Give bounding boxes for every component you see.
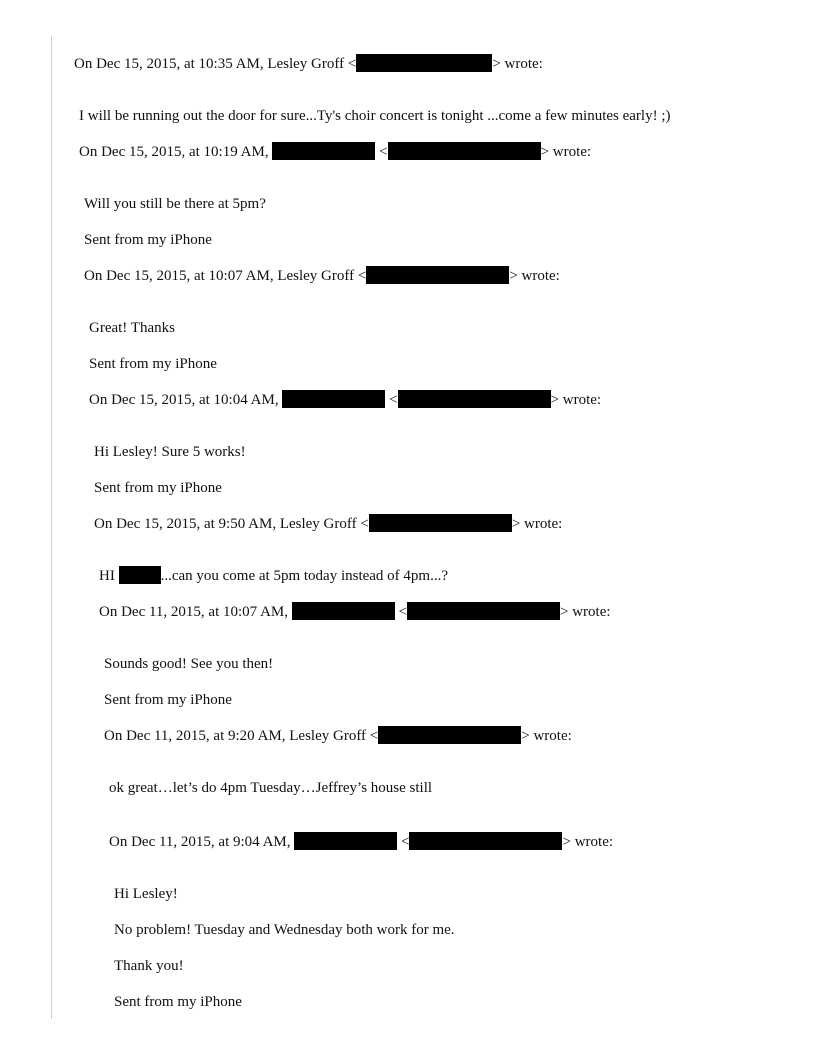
message-text: Hi Lesley! <box>114 886 178 902</box>
message-body: ...can you come at 5pm today instead of 4pm...? <box>160 568 449 584</box>
header-text: On Dec 15, 2015, at 9:50 AM, Lesley Groff < <box>94 516 369 532</box>
reply-header <box>84 266 560 286</box>
header-suffix: > wrote: <box>540 144 592 160</box>
header-text: On Dec 15, 2015, at 10:19 AM, <box>79 144 273 160</box>
redacted-name <box>282 390 385 408</box>
message-text: Sounds good! See you then! <box>104 656 274 672</box>
redacted-email <box>409 832 562 850</box>
reply-header <box>79 142 591 162</box>
redacted-email <box>369 514 512 532</box>
signature: Sent from my iPhone <box>84 232 212 248</box>
message-text: Thank you! <box>114 958 184 974</box>
header-suffix: > wrote: <box>550 392 602 408</box>
message-text: No problem! Tuesday and Wednesday both work for me. <box>114 922 455 938</box>
header-text: On Dec 11, 2015, at 9:04 AM, <box>109 834 295 850</box>
header-suffix: > wrote: <box>562 834 614 850</box>
header-text: On Dec 15, 2015, at 10:07 AM, Lesley Groff < <box>84 268 367 284</box>
message-text: Hi Lesley! Sure 5 works! <box>94 444 246 460</box>
header-bracket: < <box>379 144 388 160</box>
reply-header <box>109 832 613 852</box>
signature: Sent from my iPhone <box>89 356 217 372</box>
redacted-email <box>388 142 541 160</box>
reply-header <box>94 514 562 534</box>
header-suffix: > wrote: <box>559 604 611 620</box>
header-text: On Dec 11, 2015, at 10:07 AM, <box>99 604 292 620</box>
message-text <box>99 566 448 586</box>
header-suffix: > wrote: <box>492 56 543 72</box>
header-suffix: > wrote: <box>521 728 572 744</box>
header-text: On Dec 15, 2015, at 10:35 AM, Lesley Groff < <box>74 56 357 72</box>
header-suffix: > wrote: <box>509 268 560 284</box>
header-bracket: < <box>398 604 407 620</box>
redacted-email <box>407 602 560 620</box>
signature: Sent from my iPhone <box>94 480 222 496</box>
message-text: I will be running out the door for sure...Ty's choir concert is tonight ...come a few minutes early! ;) <box>79 108 671 124</box>
header-text: On Dec 11, 2015, at 9:20 AM, Lesley Groff < <box>104 728 379 744</box>
reply-header <box>89 390 601 410</box>
header-bracket: < <box>389 392 398 408</box>
redacted-email <box>366 266 509 284</box>
signature: Sent from my iPhone <box>104 692 232 708</box>
message-text: Will you still be there at 5pm? <box>84 196 266 212</box>
message-text: Great! Thanks <box>89 320 175 336</box>
quote-rule <box>51 36 52 1019</box>
header-bracket: < <box>401 834 410 850</box>
redacted-email <box>378 726 521 744</box>
redacted-name <box>292 602 395 620</box>
reply-header <box>104 726 572 746</box>
redacted-name <box>272 142 375 160</box>
redacted-name <box>119 566 161 584</box>
header-text: On Dec 15, 2015, at 10:04 AM, <box>89 392 283 408</box>
message-text: ok great…let’s do 4pm Tuesday…Jeffrey’s house still <box>109 780 433 796</box>
redacted-email <box>356 54 492 72</box>
reply-header <box>74 54 543 74</box>
redacted-email <box>398 390 551 408</box>
reply-header <box>99 602 611 622</box>
greeting-text: HI <box>99 568 119 584</box>
signature: Sent from my iPhone <box>114 994 242 1010</box>
header-suffix: > wrote: <box>511 516 563 532</box>
redacted-name <box>294 832 397 850</box>
